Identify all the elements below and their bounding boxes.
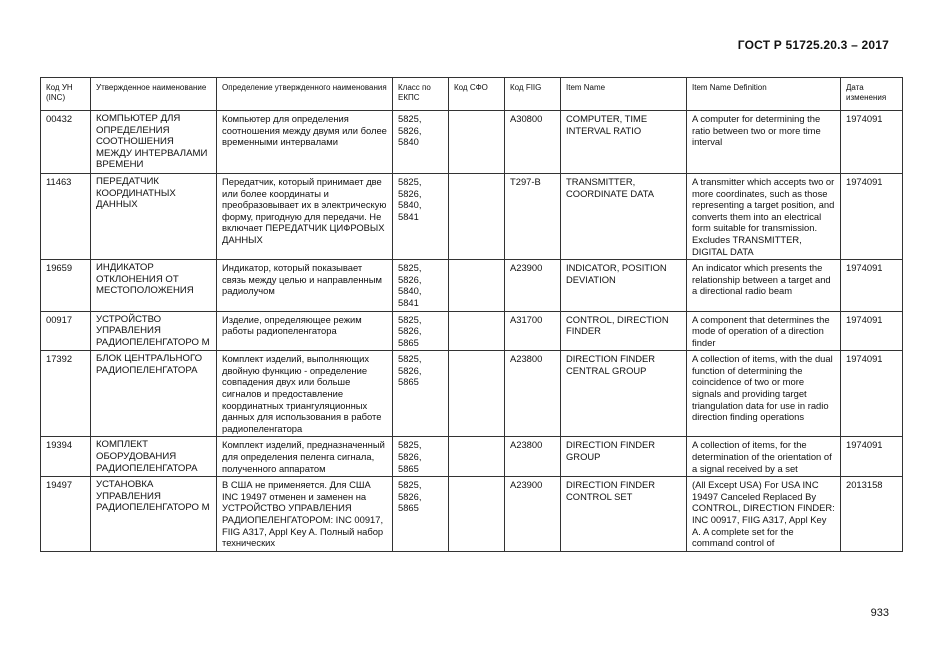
cell-definition-ru: В США не применяется. Для США INC 19497 отменен и заменен на УСТРОЙСТВО УПРАВЛЕНИЯ РАДИОПЕЛЕНГАТОРОМ: INC 00917, FIIG A317, Appl Key A. Полный набор технических: [217, 477, 393, 552]
cell-item-definition: An indicator which presents the relationship between a target and a directional radio beam: [687, 260, 841, 311]
cell-item-definition: A collection of items, for the determination of the orientation of a signal received by a set: [687, 437, 841, 477]
cell-code: 11463: [41, 173, 91, 259]
cell-classes: 5825, 5826, 5840, 5841: [393, 260, 449, 311]
cell-classes: 5825, 5826, 5865: [393, 477, 449, 552]
column-header-item-definition: Item Name Definition: [687, 78, 841, 111]
cell-fiig: A31700: [505, 311, 561, 351]
cell-date: 1974091: [841, 311, 903, 351]
cell-date: 1974091: [841, 260, 903, 311]
page-number: 933: [870, 607, 889, 619]
cell-item-name: DIRECTION FINDER CENTRAL GROUP: [561, 351, 687, 437]
table-row: [41, 437, 903, 477]
document-header: ГОСТ Р 51725.20.3 – 2017: [737, 38, 889, 52]
cell-definition-ru: Изделие, определяющее режим работы радиопеленгатора: [217, 311, 393, 351]
cell-name-ru: КОМПЬЮТЕР ДЛЯ ОПРЕДЕЛЕНИЯ СООТНОШЕНИЯ МЕЖДУ ИНТЕРВАЛАМИ ВРЕМЕНИ: [91, 111, 217, 174]
cell-code: 17392: [41, 351, 91, 437]
cell-item-name: DIRECTION FINDER CONTROL SET: [561, 477, 687, 552]
column-header-name-ru: Утвержденное наименование: [91, 78, 217, 111]
cell-date: 1974091: [841, 351, 903, 437]
cell-code: 19659: [41, 260, 91, 311]
cell-date: 1974091: [841, 437, 903, 477]
table-row: [41, 477, 903, 552]
cell-name-ru: ИНДИКАТОР ОТКЛОНЕНИЯ ОТ МЕСТОПОЛОЖЕНИЯ: [91, 260, 217, 311]
cell-name-ru: КОМПЛЕКТ ОБОРУДОВАНИЯ РАДИОПЕЛЕНГАТОРА: [91, 437, 217, 477]
cell-item-definition: A collection of items, with the dual function of determining the coincidence of two or more signals and providing target triangulation data for use in radio direction finding operations: [687, 351, 841, 437]
cell-sfo: [449, 260, 505, 311]
cell-item-name: COMPUTER, TIME INTERVAL RATIO: [561, 111, 687, 174]
cell-fiig: A23800: [505, 351, 561, 437]
column-header-item-name: Item Name: [561, 78, 687, 111]
cell-code: 00432: [41, 111, 91, 174]
cell-sfo: [449, 477, 505, 552]
cell-sfo: [449, 111, 505, 174]
cell-fiig: A23800: [505, 437, 561, 477]
cell-classes: 5825, 5826, 5865: [393, 351, 449, 437]
cell-fiig: T297-B: [505, 173, 561, 259]
cell-definition-ru: Комплект изделий, выполняющих двойную функцию - определение совпадения двух или больше сигналов и предоставление координатных триангуляционных данных для использования в работе радиопеленгатора: [217, 351, 393, 437]
cell-item-name: TRANSMITTER, COORDINATE DATA: [561, 173, 687, 259]
cell-code: 19497: [41, 477, 91, 552]
cell-classes: 5825, 5826, 5840: [393, 111, 449, 174]
cell-fiig: A30800: [505, 111, 561, 174]
cell-sfo: [449, 173, 505, 259]
cell-classes: 5825, 5826, 5865: [393, 437, 449, 477]
column-header-code: Код УН (INC): [41, 78, 91, 111]
cell-fiig: A23900: [505, 260, 561, 311]
table-row: [41, 260, 903, 311]
table-row: [41, 311, 903, 351]
cell-name-ru: УСТРОЙСТВО УПРАВЛЕНИЯ РАДИОПЕЛЕНГАТОРО М: [91, 311, 217, 351]
cell-classes: 5825, 5826, 5840, 5841: [393, 173, 449, 259]
cell-item-name: DIRECTION FINDER GROUP: [561, 437, 687, 477]
cell-name-ru: ПЕРЕДАТЧИК КООРДИНАТНЫХ ДАННЫХ: [91, 173, 217, 259]
cell-definition-ru: Комплект изделий, предназначенный для определения пеленга сигнала, полученного аппаратом: [217, 437, 393, 477]
column-header-fiig: Код FIIG: [505, 78, 561, 111]
cell-item-definition: A component that determines the mode of operation of a direction finder: [687, 311, 841, 351]
cell-sfo: [449, 311, 505, 351]
table-row: [41, 173, 903, 259]
cell-sfo: [449, 351, 505, 437]
cell-item-definition: (All Except USA) For USA INC 19497 Canceled Replaced By CONTROL, DIRECTION FINDER: INC 00917, FIIG A317, Appl Key A. A complete set for the command control of: [687, 477, 841, 552]
table-header-row: [41, 78, 903, 111]
cell-definition-ru: Компьютер для определения соотношения между двумя или более временными интервалами: [217, 111, 393, 174]
cell-name-ru: УСТАНОВКА УПРАВЛЕНИЯ РАДИОПЕЛЕНГАТОРО М: [91, 477, 217, 552]
cell-definition-ru: Передатчик, который принимает две или более координаты и преобразовывает их в электрическую форму, пригодную для передачи. Не включает ПЕРЕДАТЧИК ЦИФРОВЫХ ДАННЫХ: [217, 173, 393, 259]
cell-item-definition: A computer for determining the ratio between two or more time interval: [687, 111, 841, 174]
column-header-sfo: Код СФО: [449, 78, 505, 111]
cell-name-ru: БЛОК ЦЕНТРАЛЬНОГО РАДИОПЕЛЕНГАТОРА: [91, 351, 217, 437]
column-header-date: Дата изменения: [841, 78, 903, 111]
table-row: [41, 111, 903, 174]
cell-classes: 5825, 5826, 5865: [393, 311, 449, 351]
column-header-class: Класс по ЕКПС: [393, 78, 449, 111]
column-header-definition-ru: Определение утвержденного наименования: [217, 78, 393, 111]
cell-item-name: CONTROL, DIRECTION FINDER: [561, 311, 687, 351]
cell-date: 2013158: [841, 477, 903, 552]
cell-code: 19394: [41, 437, 91, 477]
cell-date: 1974091: [841, 111, 903, 174]
cell-fiig: A23900: [505, 477, 561, 552]
cell-code: 00917: [41, 311, 91, 351]
table-row: [41, 351, 903, 437]
cell-definition-ru: Индикатор, который показывает связь между целью и направленным радиолучом: [217, 260, 393, 311]
cell-item-name: INDICATOR, POSITION DEVIATION: [561, 260, 687, 311]
cell-item-definition: A transmitter which accepts two or more coordinates, such as those representing a target position, and converts them into an electrical form suitable for transmission. Excludes TRANSMITTER, DIGITAL DATA: [687, 173, 841, 259]
cell-date: 1974091: [841, 173, 903, 259]
cell-sfo: [449, 437, 505, 477]
catalog-table: [40, 77, 903, 552]
